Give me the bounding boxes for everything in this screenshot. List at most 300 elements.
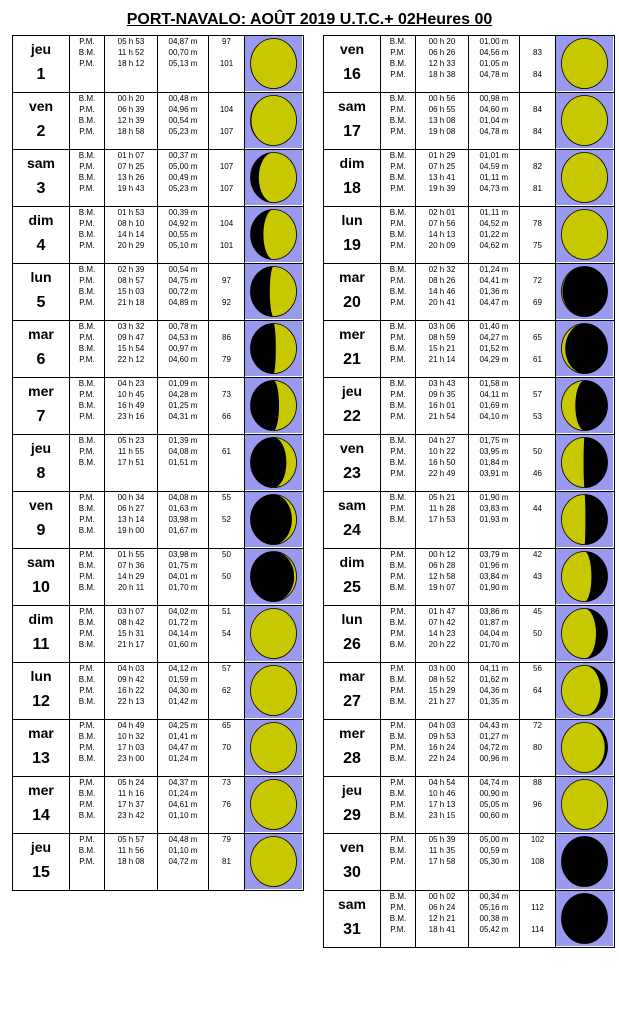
- tide-time-value: 01 h 07: [117, 151, 145, 160]
- tide-time-value: 20 h 41: [428, 298, 456, 307]
- tide-type-cell: [381, 777, 416, 834]
- tide-time-value: 00 h 20: [428, 37, 456, 46]
- tide-coefficient-value: 43: [533, 572, 542, 581]
- tide-type-cell: [381, 207, 416, 264]
- day-row: [324, 492, 615, 549]
- day-number: 25: [343, 579, 361, 596]
- day-name: mar: [339, 269, 365, 285]
- tide-time-value: 04 h 27: [428, 436, 456, 445]
- tide-time-value: 09 h 42: [117, 675, 145, 684]
- tide-type-value: B.M.: [78, 458, 96, 467]
- tide-type-value: P.M.: [79, 550, 95, 559]
- tide-coefficient-value: 50: [222, 550, 231, 559]
- day-cell: [324, 891, 381, 948]
- tide-time-cell: [416, 891, 469, 948]
- tide-height-value: 03,84 m: [479, 572, 509, 581]
- tide-time-value: 19 h 43: [117, 184, 145, 193]
- tide-coefficient-value: [520, 58, 555, 69]
- tide-type-value: P.M.: [390, 550, 406, 559]
- tide-type-value: P.M.: [79, 778, 95, 787]
- tide-type-value: B.M.: [389, 697, 407, 706]
- tide-type-value: P.M.: [79, 835, 95, 844]
- tide-coefficient-value: 50: [533, 629, 542, 638]
- tide-height-value: 03,95 m: [479, 447, 509, 456]
- tide-height-cell: [158, 207, 209, 264]
- tide-coefficient-value: 70: [222, 743, 231, 752]
- tide-coefficient-value: 65: [222, 721, 231, 730]
- tide-time-cell: [105, 492, 158, 549]
- tide-height-value: 04,56 m: [479, 48, 509, 57]
- tide-type-cell: [381, 891, 416, 948]
- tide-height-value: 01,90 m: [479, 583, 509, 592]
- tide-height-value: 04,12 m: [168, 664, 198, 673]
- tide-time-value: 05 h 39: [428, 835, 456, 844]
- tide-time-value: 15 h 31: [117, 629, 145, 638]
- tide-type-value: B.M.: [78, 640, 96, 649]
- tide-type-cell: [70, 834, 105, 891]
- tide-height-value: 04,01 m: [168, 572, 198, 581]
- tide-height-value: 01,90 m: [479, 493, 509, 502]
- tide-time-value: 06 h 39: [117, 105, 145, 114]
- tide-height-value: 04,48 m: [168, 835, 198, 844]
- day-name: dim: [28, 212, 54, 228]
- tide-time-value: 21 h 18: [117, 298, 145, 307]
- tide-type-value: B.M.: [389, 846, 407, 855]
- tide-coefficient-value: 81: [533, 184, 542, 193]
- tide-coefficient-value: [520, 514, 555, 525]
- tide-type-value: B.M.: [389, 583, 407, 592]
- tide-time-value: 08 h 26: [428, 276, 456, 285]
- tide-coefficient-value: [209, 435, 244, 446]
- tide-type-value: P.M.: [390, 298, 406, 307]
- tide-time-value: 07 h 36: [117, 561, 145, 570]
- day-name: dim: [339, 554, 365, 570]
- tide-type-cell: [381, 720, 416, 777]
- moon-phase-icon: [556, 435, 613, 490]
- tide-height-value: 01,58 m: [479, 379, 509, 388]
- tide-height-value: 01,69 m: [479, 401, 509, 410]
- tide-type-value: P.M.: [390, 162, 406, 171]
- day-cell: [13, 606, 70, 663]
- moon-phase-icon: [245, 207, 302, 262]
- tide-type-value: B.M.: [389, 493, 407, 502]
- tide-type-value: P.M.: [79, 857, 95, 866]
- tide-type-value: P.M.: [79, 105, 95, 114]
- moon-phase-cell: [556, 150, 615, 207]
- tide-time-value: 17 h 03: [117, 743, 145, 752]
- tide-height-cell: [158, 264, 209, 321]
- tide-type-value: P.M.: [390, 469, 406, 478]
- tide-coefficient-value: [520, 891, 555, 902]
- tide-type-value: P.M.: [79, 37, 95, 46]
- tide-time-cell: [416, 264, 469, 321]
- tide-type-value: P.M.: [390, 778, 406, 787]
- day-name: sam: [337, 98, 367, 114]
- tide-coefficient-value: [520, 582, 555, 593]
- tide-time-value: 04 h 49: [117, 721, 145, 730]
- tide-height-value: 01,24 m: [168, 754, 198, 763]
- tide-coefficient-value: [520, 172, 555, 183]
- tide-height-value: 01,60 m: [168, 640, 198, 649]
- tide-coefficient-value: [209, 115, 244, 126]
- tide-coefficient-value: 69: [533, 298, 542, 307]
- tide-height-value: 00,54 m: [168, 265, 198, 274]
- tide-coefficient-value: 84: [533, 105, 542, 114]
- day-number: 12: [32, 693, 50, 710]
- moon-phase-cell: [245, 435, 304, 492]
- moon-lit-disc: [251, 609, 297, 659]
- tide-height-cell: [469, 264, 520, 321]
- tide-type-value: P.M.: [390, 355, 406, 364]
- day-row: [13, 492, 304, 549]
- moon-phase-cell: [556, 378, 615, 435]
- day-number: 9: [36, 522, 46, 539]
- day-row: [13, 321, 304, 378]
- day-cell: [324, 264, 381, 321]
- tide-time-value: 11 h 35: [428, 846, 456, 855]
- tide-type-value: B.M.: [389, 515, 407, 524]
- tide-coefficient-value: 101: [219, 241, 234, 250]
- tide-height-value: 00,96 m: [479, 754, 509, 763]
- tide-coefficient-value: [209, 674, 244, 685]
- tide-coefficient-value: [209, 525, 244, 536]
- tide-coefficient-value: [209, 150, 244, 161]
- tide-coefficient-cell: [520, 321, 556, 378]
- tide-type-value: B.M.: [389, 458, 407, 467]
- tide-time-value: 00 h 02: [428, 892, 456, 901]
- tide-coefficient-value: 102: [530, 835, 545, 844]
- day-number: 21: [343, 351, 361, 368]
- tide-coefficient-value: 86: [222, 333, 231, 342]
- tide-time-value: 21 h 27: [428, 697, 456, 706]
- tide-coefficient-cell: [209, 720, 245, 777]
- day-name: jeu: [341, 782, 363, 798]
- tide-time-value: 18 h 41: [428, 925, 456, 934]
- tide-type-cell: [70, 378, 105, 435]
- tide-coefficient-value: [209, 753, 244, 764]
- day-number: 23: [343, 465, 361, 482]
- tide-height-value: 01,10 m: [168, 811, 198, 820]
- tide-time-value: 06 h 28: [428, 561, 456, 570]
- tide-height-value: 04,27 m: [479, 333, 509, 342]
- tide-height-value: 01,62 m: [479, 675, 509, 684]
- tide-time-value: 14 h 29: [117, 572, 145, 581]
- tide-height-value: 03,86 m: [479, 607, 509, 616]
- day-cell: [13, 663, 70, 720]
- tide-time-value: 23 h 15: [428, 811, 456, 820]
- tide-coefficient-value: [209, 286, 244, 297]
- tide-coefficient-value: [209, 731, 244, 742]
- tide-height-value: 04,14 m: [168, 629, 198, 638]
- moon-phase-icon: [556, 378, 613, 433]
- tide-time-value: 19 h 08: [428, 127, 456, 136]
- day-name: lun: [341, 611, 363, 627]
- tide-type-value: B.M.: [389, 754, 407, 763]
- day-cell: [324, 777, 381, 834]
- tide-time-cell: [416, 36, 469, 93]
- tide-time-cell: [416, 150, 469, 207]
- day-row: [13, 720, 304, 777]
- tide-time-value: 15 h 03: [117, 287, 145, 296]
- tide-type-cell: [70, 150, 105, 207]
- tide-type-value: P.M.: [390, 629, 406, 638]
- tide-height-value: 01,72 m: [168, 618, 198, 627]
- tide-time-value: 14 h 46: [428, 287, 456, 296]
- tide-height-value: 04,60 m: [168, 355, 198, 364]
- moon-shadow: [561, 894, 607, 944]
- tide-type-value: P.M.: [390, 835, 406, 844]
- day-row: [324, 378, 615, 435]
- tide-height-value: 00,90 m: [479, 789, 509, 798]
- tide-type-value: B.M.: [389, 265, 407, 274]
- day-number: 5: [36, 294, 46, 311]
- tide-coefficient-value: 83: [533, 48, 542, 57]
- tide-height-cell: [158, 720, 209, 777]
- tide-coefficient-value: 56: [533, 664, 542, 673]
- tide-time-cell: [416, 663, 469, 720]
- tide-coefficient-value: [209, 503, 244, 514]
- tide-time-value: 13 h 26: [117, 173, 145, 182]
- tide-height-value: 01,11 m: [479, 173, 509, 182]
- tide-coefficient-value: [520, 913, 555, 924]
- day-row: [13, 378, 304, 435]
- tide-height-value: 01,67 m: [168, 526, 198, 535]
- day-row: [324, 321, 615, 378]
- day-cell: [324, 150, 381, 207]
- day-name: ven: [339, 839, 365, 855]
- tide-time-value: 06 h 24: [428, 903, 456, 912]
- day-cell: [13, 150, 70, 207]
- tide-time-value: 04 h 23: [117, 379, 145, 388]
- tide-type-value: P.M.: [390, 686, 406, 695]
- tide-type-value: B.M.: [78, 526, 96, 535]
- tide-time-value: 05 h 23: [117, 436, 145, 445]
- tide-time-cell: [105, 36, 158, 93]
- tide-height-cell: [469, 720, 520, 777]
- day-row: [13, 606, 304, 663]
- tide-height-value: 01,41 m: [168, 732, 198, 741]
- moon-phase-icon: [556, 834, 613, 889]
- tide-coefficient-value: [209, 788, 244, 799]
- tide-type-value: B.M.: [78, 401, 96, 410]
- day-number: 29: [343, 807, 361, 824]
- moon-phase-cell: [556, 435, 615, 492]
- day-number: 27: [343, 693, 361, 710]
- tide-coefficient-cell: [520, 435, 556, 492]
- tide-height-value: 03,79 m: [479, 550, 509, 559]
- tide-type-value: B.M.: [78, 732, 96, 741]
- tide-coefficient-value: [520, 457, 555, 468]
- tide-coefficient-value: [209, 207, 244, 218]
- tide-height-cell: [469, 663, 520, 720]
- day-number: 13: [32, 750, 50, 767]
- tide-height-value: 01,70 m: [479, 640, 509, 649]
- tide-type-value: B.M.: [78, 436, 96, 445]
- tide-type-cell: [381, 663, 416, 720]
- tide-height-value: 00,55 m: [168, 230, 198, 239]
- tide-type-value: P.M.: [79, 607, 95, 616]
- day-cell: [13, 93, 70, 150]
- moon-lit-disc: [251, 837, 297, 887]
- tide-coefficient-value: 66: [222, 412, 231, 421]
- tide-height-value: 01,36 m: [479, 287, 509, 296]
- tide-coefficient-cell: [520, 150, 556, 207]
- tide-height-value: 04,59 m: [479, 162, 509, 171]
- tide-type-value: P.M.: [390, 447, 406, 456]
- moon-phase-cell: [245, 150, 304, 207]
- day-name: sam: [26, 155, 56, 171]
- tide-coefficient-value: 57: [222, 664, 231, 673]
- tide-time-cell: [105, 663, 158, 720]
- tide-type-cell: [381, 606, 416, 663]
- tide-type-value: B.M.: [78, 173, 96, 182]
- day-number: 17: [343, 123, 361, 140]
- tide-coefficient-value: 46: [533, 469, 542, 478]
- tide-coefficient-value: 81: [222, 857, 231, 866]
- moon-phase-icon: [245, 606, 302, 661]
- tide-coefficient-value: [209, 845, 244, 856]
- tide-type-cell: [70, 492, 105, 549]
- tide-height-value: 04,08 m: [168, 493, 198, 502]
- tide-coefficient-value: [209, 810, 244, 821]
- tide-time-value: 08 h 52: [428, 675, 456, 684]
- tide-coefficient-value: [209, 696, 244, 707]
- day-row: [324, 150, 615, 207]
- tide-height-value: 01,87 m: [479, 618, 509, 627]
- tide-coefficient-value: [520, 321, 555, 332]
- tide-height-value: 04,36 m: [479, 686, 509, 695]
- day-row: [324, 663, 615, 720]
- tide-height-value: 04,43 m: [479, 721, 509, 730]
- moon-phase-cell: [245, 834, 304, 891]
- tide-time-value: 15 h 21: [428, 344, 456, 353]
- tide-coefficient-cell: [209, 150, 245, 207]
- tide-time-value: 19 h 00: [117, 526, 145, 535]
- tide-type-value: B.M.: [389, 151, 407, 160]
- day-name: ven: [339, 41, 365, 57]
- tide-time-value: 09 h 35: [428, 390, 456, 399]
- tide-coefficient-cell: [209, 834, 245, 891]
- moon-lit-disc: [562, 39, 608, 89]
- tide-time-cell: [105, 150, 158, 207]
- tide-type-value: B.M.: [78, 754, 96, 763]
- moon-phase-icon: [556, 36, 613, 91]
- tide-type-cell: [381, 549, 416, 606]
- tide-time-value: 12 h 58: [428, 572, 456, 581]
- tide-time-cell: [105, 321, 158, 378]
- moon-phase-cell: [556, 720, 615, 777]
- tide-time-value: 22 h 13: [117, 697, 145, 706]
- day-cell: [13, 834, 70, 891]
- tide-coefficient-value: 64: [533, 686, 542, 695]
- tide-height-value: 01,05 m: [479, 59, 509, 68]
- tide-coefficient-value: 80: [533, 743, 542, 752]
- tide-time-value: 22 h 24: [428, 754, 456, 763]
- moon-phase-icon: [245, 36, 302, 91]
- tide-type-value: P.M.: [390, 412, 406, 421]
- tide-height-value: 00,72 m: [168, 287, 198, 296]
- day-cell: [13, 378, 70, 435]
- day-name: dim: [28, 611, 54, 627]
- tide-coefficient-value: [520, 674, 555, 685]
- tide-coefficient-value: [520, 343, 555, 354]
- tide-time-value: 11 h 16: [117, 789, 145, 798]
- moon-phase-icon: [245, 264, 302, 319]
- tide-time-value: 07 h 25: [117, 162, 145, 171]
- tide-time-value: 17 h 37: [117, 800, 145, 809]
- moon-phase-icon: [245, 834, 302, 889]
- moon-phase-cell: [245, 207, 304, 264]
- tide-coefficient-value: 45: [533, 607, 542, 616]
- tide-height-value: 04,11 m: [479, 664, 509, 673]
- tide-coefficient-value: 62: [222, 686, 231, 695]
- tide-time-value: 12 h 39: [117, 116, 145, 125]
- tide-coefficient-cell: [209, 93, 245, 150]
- day-row: [13, 93, 304, 150]
- tide-time-value: 05 h 21: [428, 493, 456, 502]
- tide-height-value: 05,30 m: [479, 857, 509, 866]
- tide-coefficient-value: [209, 321, 244, 332]
- tide-type-value: B.M.: [78, 789, 96, 798]
- day-row: [13, 36, 304, 93]
- day-number: 7: [36, 408, 46, 425]
- tide-height-value: 04,10 m: [479, 412, 509, 421]
- tide-time-value: 06 h 27: [117, 504, 145, 513]
- tide-type-cell: [70, 264, 105, 321]
- day-name: lun: [341, 212, 363, 228]
- moon-phase-cell: [245, 321, 304, 378]
- tide-coefficient-value: [520, 560, 555, 571]
- moon-shadow: [561, 837, 607, 887]
- tide-coefficient-value: [520, 286, 555, 297]
- tide-time-cell: [105, 264, 158, 321]
- tide-time-value: 02 h 32: [428, 265, 456, 274]
- tide-height-value: 00,48 m: [168, 94, 198, 103]
- tide-time-cell: [416, 435, 469, 492]
- day-number: 15: [32, 864, 50, 881]
- tide-height-value: 00,34 m: [479, 892, 509, 901]
- tide-type-cell: [381, 150, 416, 207]
- tide-height-value: 01,10 m: [168, 846, 198, 855]
- moon-phase-cell: [556, 207, 615, 264]
- moon-phase-icon: [245, 150, 302, 205]
- tide-time-value: 07 h 56: [428, 219, 456, 228]
- tide-height-value: 04,92 m: [168, 219, 198, 228]
- tide-height-value: 01,93 m: [479, 515, 509, 524]
- tide-height-value: 00,54 m: [168, 116, 198, 125]
- day-cell: [324, 435, 381, 492]
- tide-height-value: 00,39 m: [168, 208, 198, 217]
- tide-coefficient-cell: [520, 207, 556, 264]
- tide-height-cell: [158, 549, 209, 606]
- tide-height-value: 04,52 m: [479, 219, 509, 228]
- moon-phase-icon: [245, 93, 302, 148]
- day-row: [13, 663, 304, 720]
- tide-type-value: B.M.: [389, 59, 407, 68]
- tide-type-cell: [70, 606, 105, 663]
- moon-phase-cell: [245, 36, 304, 93]
- tide-type-cell: [381, 93, 416, 150]
- tide-type-value: P.M.: [390, 219, 406, 228]
- moon-phase-cell: [556, 492, 615, 549]
- tide-height-value: 03,98 m: [168, 515, 198, 524]
- tide-height-cell: [469, 834, 520, 891]
- day-number: 4: [36, 237, 46, 254]
- tide-type-value: B.M.: [78, 344, 96, 353]
- tide-coefficient-value: 107: [219, 127, 234, 136]
- tide-coefficient-value: 61: [533, 355, 542, 364]
- tide-coefficient-cell: [209, 321, 245, 378]
